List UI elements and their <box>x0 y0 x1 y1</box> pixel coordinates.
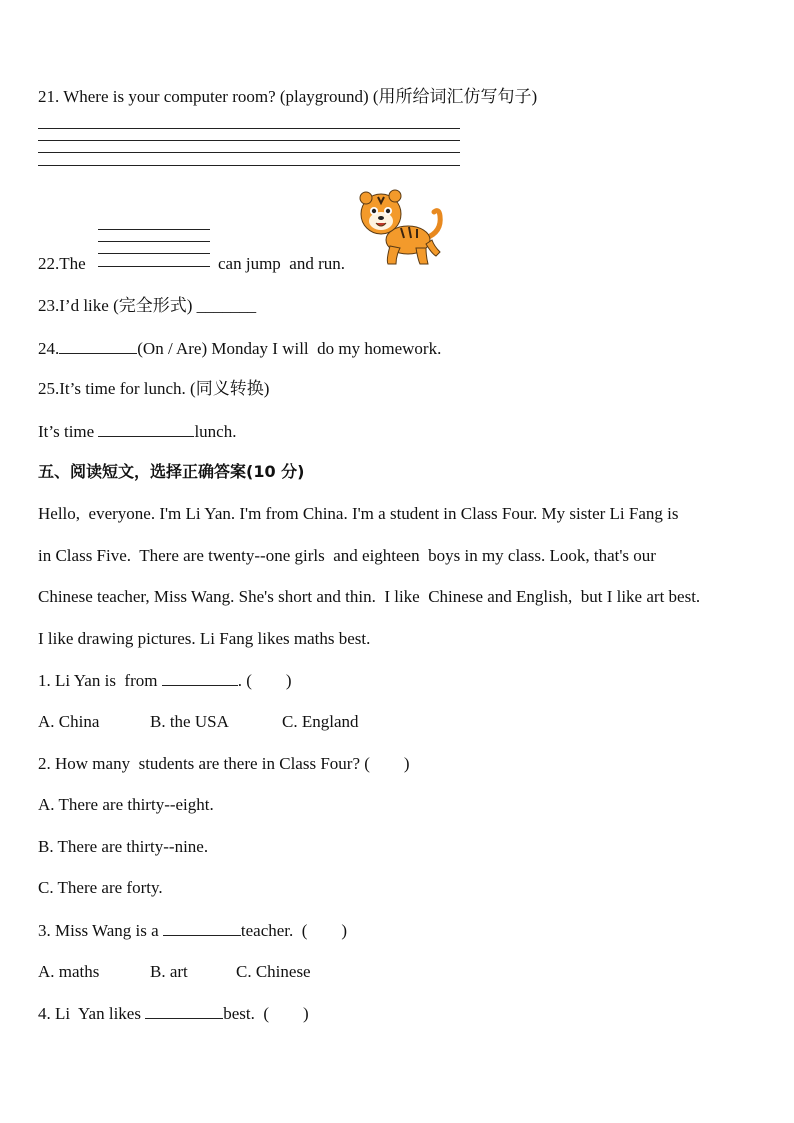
option-a: A. China <box>38 712 100 731</box>
question-22-prefix: 22.The <box>38 254 86 273</box>
question-25: 25.It’s time for lunch. (同义转换) <box>38 379 270 398</box>
reading-question-3-prefix: 3. Miss Wang is a <box>38 921 159 940</box>
passage-line: I like drawing pictures. Li Fang likes maths best. <box>38 629 371 648</box>
reading-question-1 <box>38 670 292 691</box>
answer-blank <box>145 1003 223 1019</box>
answer-blank <box>98 421 194 437</box>
reading-question-1-suffix: . ( ) <box>237 671 292 690</box>
reading-question-3 <box>38 920 347 941</box>
question-24-suffix: (On / Are) Monday I will do my homework. <box>137 339 442 358</box>
option-c: C. There are forty. <box>38 878 163 897</box>
option-b: B. the USA <box>150 712 229 731</box>
answer-line <box>98 241 210 242</box>
tiger-illustration <box>356 188 446 270</box>
reading-question-4-suffix: best. ( ) <box>223 1004 309 1023</box>
answer-blank <box>59 338 137 354</box>
answer-line <box>38 152 460 153</box>
option-b: B. art <box>150 962 188 981</box>
question-21: 21. Where is your computer room? (playground) (用所给词汇仿写句子) <box>38 87 538 106</box>
answer-line <box>38 165 460 166</box>
question-22-suffix: can jump and run. <box>218 254 345 273</box>
answer-line <box>38 140 460 141</box>
reading-question-4-prefix: 4. Li Yan likes <box>38 1004 141 1023</box>
answer-blank <box>163 920 241 936</box>
passage-line: Chinese teacher, Miss Wang. She's short and thin. I like Chinese and English, but I like art best. <box>38 587 701 606</box>
option-c: C. England <box>282 712 359 731</box>
reading-question-1-prefix: 1. Li Yan is from <box>38 671 158 690</box>
passage-line: in Class Five. There are twenty--one girls and eighteen boys in my class. Look, that's our <box>38 546 656 565</box>
answer-line <box>98 266 210 267</box>
passage-line: Hello, everyone. I'm Li Yan. I'm from China. I'm a student in Class Four. My sister Li Fang is <box>38 504 679 523</box>
option-a: A. maths <box>38 962 100 981</box>
answer-blank <box>162 670 238 686</box>
option-a: A. There are thirty--eight. <box>38 795 214 814</box>
question-24-prefix: 24. <box>38 339 60 358</box>
question-24 <box>38 338 441 359</box>
option-c: C. Chinese <box>236 962 311 981</box>
answer-line <box>98 229 210 230</box>
question-25-answer-suffix: lunch. <box>194 422 237 441</box>
answer-line <box>98 253 210 254</box>
reading-question-3-suffix: teacher. ( ) <box>240 921 348 940</box>
section-heading: 五、阅读短文，选择正确答案(10 分) <box>38 462 305 481</box>
question-23: 23.I’d like (完全形式) _______ <box>38 296 257 315</box>
question-25-answer-prefix: It’s time <box>38 422 95 441</box>
reading-question-2: 2. How many students are there in Class Four? ( ) <box>38 754 410 773</box>
option-b: B. There are thirty--nine. <box>38 837 209 856</box>
question-25-answer <box>38 421 236 442</box>
answer-line <box>38 128 460 129</box>
reading-question-4 <box>38 1003 309 1024</box>
